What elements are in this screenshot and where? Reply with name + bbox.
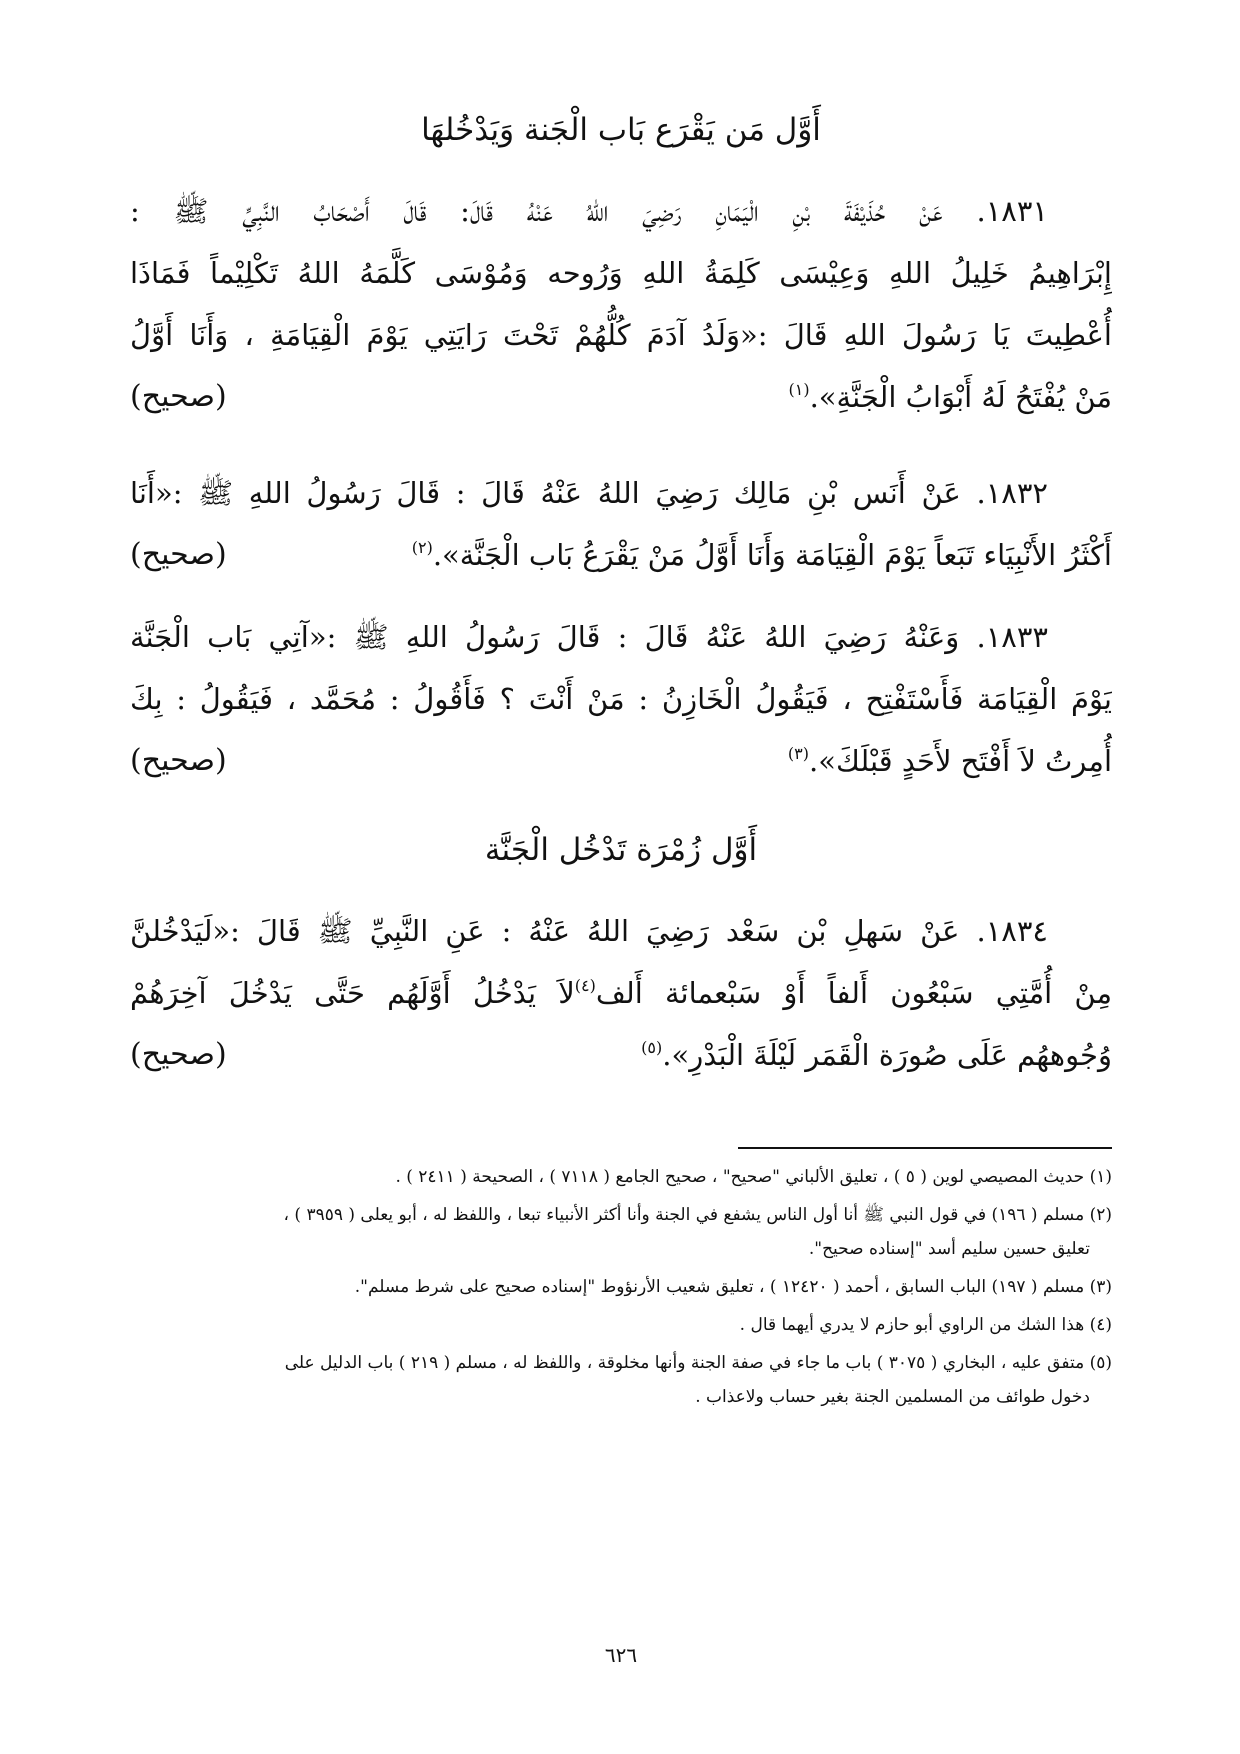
footnote-ref: (٢)	[411, 538, 433, 557]
section-heading-first-group: أَوَّل زُمْرَة تَدْخُل الْجَنَّة	[484, 832, 758, 868]
hadith-line: أُمِرتُ لاَ أَفْتَح لأَحَدٍ قَبْلَكَ».$^{(٣)}$ (صحيح)	[130, 730, 1112, 792]
hadith-1833	[130, 606, 1112, 792]
footnote-4: (٤) هذا الشك من الراوي أبو حازم لا يدري أيهما قال .	[739, 1315, 1112, 1335]
footnote-2: (٢) مسلم ( ١٩٦) في قول النبي ﷺ أنا أول الناس يشفع في الجنة وأنا أكثر الأنبياء تبعا ، واللفظ له ، أبو يعلى ( ٣٩٥٩ ) ، تعليق حسين سليم أسد "إسناده صحيح".	[283, 1205, 1112, 1259]
grade-label: (صحيح)	[130, 743, 227, 778]
page-number: ٦٢٦	[604, 1643, 638, 1667]
hadith-line: أُعْطِيتَ يَا رَسُولَ اللهِ قَالَ :«وَلَدُ آدَمَ كُلُّهُمْ تَحْتَ رَايَتِي يَوْمَ الْقِيَامَةِ ، وَأَنَا أَوَّلُ	[130, 318, 1112, 352]
hadith-line: ١٨٣١. عَنْ حُذَيْفَةَ بْنِ الْيَمَانِ رَضِيَ اللهُ عَنْهُ قَالَ: قَالَ أَصْحَابُ النَّبِيِّ ﷺ :	[130, 194, 1049, 228]
book-page	[130, 0, 1112, 1754]
footnote-3: (٣) مسلم ( ١٩٧) الباب السابق ، أحمد ( ١٢٤٢٠ ) ، تعليق شعيب الأرنؤوط "إسناده صحيح على شرط مسلم".	[354, 1277, 1112, 1297]
hadith-line: أَكْثَرُ الأَنْبِيَاء تَبَعاً يَوْمَ الْقِيَامَة وَأَنَا أَوَّلُ مَنْ يَقْرَعُ بَاب الْجَنَّة».$^{(٢)}$ (صحيح)	[130, 524, 1112, 586]
hadith-line: ١٨٣٢. عَنْ أَنَس بْنِ مَالِك رَضِيَ اللهُ عَنْهُ قَالَ : قَالَ رَسُولُ اللهِ ﷺ :«أَنَا	[130, 476, 1048, 510]
footnote-separator	[738, 1147, 1112, 1149]
hadith-number: ١٨٣١.	[976, 194, 1049, 228]
hadith-number: ١٨٣٢.	[976, 476, 1048, 510]
footnotes	[130, 1160, 1112, 1418]
footnote-ref: (٤)	[574, 976, 596, 995]
section-heading-first-to-knock: أَوَّل مَن يَقْرَع بَاب الْجَنة وَيَدْخُلهَا	[421, 112, 821, 148]
grade-label: (صحيح)	[130, 537, 227, 572]
hadith-line: مَنْ يُفْتَحُ لَهُ أَبْوَابُ الْجَنَّةِ».$^{(١)}$ (صحيح)	[130, 366, 1112, 428]
hadith-line: إِبْرَاهِيمُ خَلِيلُ اللهِ وَعِيْسَى كَلِمَةُ اللهِ وَرُوحه وَمُوْسَى كَلَّمَهُ اللهُ تَكْلِيْماً فَمَاذَا	[130, 256, 1112, 290]
footnote-ref: (٣)	[787, 744, 809, 763]
footnote-1: (١) حديث المصيصي لوين ( ٥ ) ، تعليق الألباني "صحيح" ، صحيح الجامع ( ٧١١٨ ) ، الصحيحة ( ٢٤١١ ) .	[395, 1167, 1112, 1187]
hadith-number: ١٨٣٤.	[976, 914, 1048, 948]
hadith-line: وُجُوههُم عَلَى صُورَة الْقَمَر لَيْلَةَ الْبَدْرِ».$^{(٥)}$ (صحيح)	[130, 1024, 1112, 1086]
footnote-ref: (١)	[788, 380, 810, 399]
hadith-line: ١٨٣٣. وَعَنْهُ رَضِيَ اللهُ عَنْهُ قَالَ : قَالَ رَسُولُ اللهِ ﷺ :«آتِي بَاب الْجَنَّة	[130, 620, 1049, 654]
hadith-line: يَوْمَ الْقِيَامَة فَأَسْتَفْتِح ، فَيَقُولُ الْخَازِنُ : مَنْ أَنْتَ ؟ فَأَقُولُ : مُحَمَّد ، فَيَقُولُ : بِكَ	[130, 682, 1112, 716]
hadith-1832	[130, 462, 1112, 586]
hadith-number: ١٨٣٣.	[976, 620, 1049, 654]
hadith-line: ١٨٣٤. عَنْ سَهلِ بْن سَعْد رَضِيَ اللهُ عَنْهُ : عَنِ النَّبِيِّ ﷺ قَالَ :«لَيَدْخُلنَّ	[130, 914, 1048, 948]
footnote-5: (٥) متفق عليه ، البخاري ( ٣٠٧٥ ) باب ما جاء في صفة الجنة وأنها مخلوقة ، واللفظ له ، مسلم ( ٢١٩ ) باب الدليل على دخول طوائف من المسلمين الجنة بغير حساب ولاعذاب .	[284, 1353, 1112, 1407]
grade-label: (صحيح)	[130, 1037, 227, 1072]
hadith-line: مِنْ أُمَّتِي سَبْعُون أَلفاً أَوْ سَبْعمائة أَلف$^{(٤)}$لاَ يَدْخُلُ أَوَّلَهُم حَتَّى يَدْخُلَ آخِرَهُمْ	[130, 976, 1112, 1010]
footnote-ref: (٥)	[641, 1038, 663, 1057]
hadith-1831	[130, 180, 1112, 428]
hadith-1834	[130, 900, 1112, 1086]
grade-label: (صحيح)	[130, 379, 227, 414]
